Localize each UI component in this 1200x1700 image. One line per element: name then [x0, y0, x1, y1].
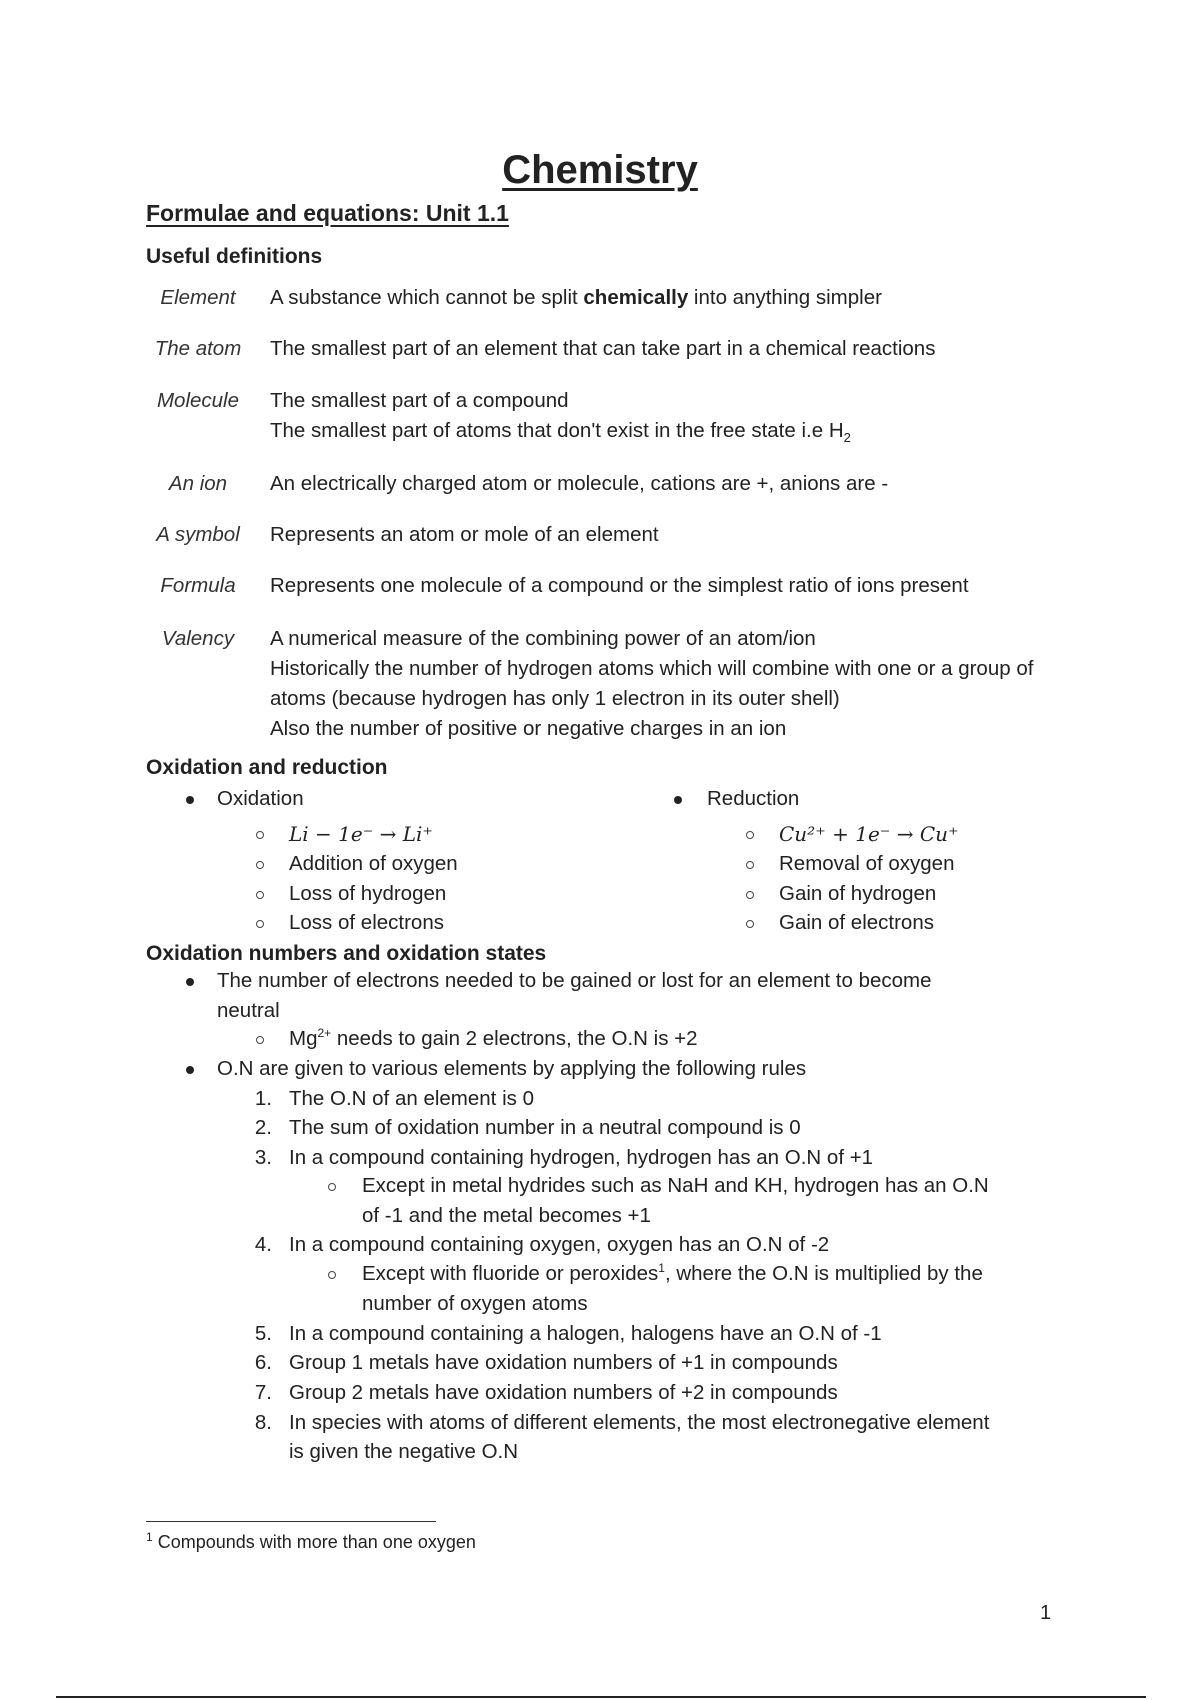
rule-number: 1.	[254, 1087, 272, 1110]
definition-term: An ion	[168, 472, 228, 495]
definition-term: Valency	[161, 627, 235, 650]
oxidation-item: Loss of electrons	[289, 911, 444, 934]
circle-bullet-icon	[256, 831, 264, 839]
rule-text: Group 1 metals have oxidation numbers of +1 in compounds	[289, 1351, 838, 1374]
reduction-label: Reduction	[707, 787, 800, 810]
oxidation-numbers-heading: Oxidation numbers and oxidation states	[146, 942, 547, 965]
reduction-item: Removal of oxygen	[779, 852, 955, 875]
circle-bullet-icon	[256, 861, 264, 869]
rule-sub-text: of -1 and the metal becomes +1	[362, 1204, 651, 1227]
definition-text: The smallest part of a compound The smallest part of atoms that don't exist in the free state i.e $H_2$	[270, 389, 851, 446]
oxidation-label: Oxidation	[217, 787, 304, 810]
bullet-icon	[186, 796, 194, 804]
reduction-equation: Cu²⁺ + 1e⁻ → Cu⁺	[779, 822, 959, 846]
rule-sub-text: number of oxygen atoms	[362, 1292, 588, 1315]
rule-number: 4.	[254, 1233, 272, 1256]
oxidation-equation: Li − 1e⁻ → Li⁺	[289, 822, 433, 846]
on-bullet-text: neutral	[217, 999, 280, 1022]
footnote: $^1$ Compounds with more than one oxygen	[146, 1530, 476, 1552]
definition-text: Represents one molecule of a compound or the simplest ratio of ions present	[270, 574, 969, 597]
rule-text: is given the negative O.N	[289, 1440, 519, 1463]
rule-text: In species with atoms of different elements, the most electronegative element	[289, 1411, 990, 1434]
rule-number: 6.	[254, 1351, 272, 1374]
definitions-heading: Useful definitions	[146, 245, 323, 268]
rule-text: The sum of oxidation number in a neutral compound is 0	[289, 1116, 801, 1139]
rule-number: 3.	[254, 1146, 272, 1169]
rule-number: 8.	[254, 1411, 272, 1434]
reduction-item: Gain of hydrogen	[779, 882, 937, 905]
reduction-item: Gain of electrons	[779, 911, 934, 934]
oxidation-item: Addition of oxygen	[289, 852, 458, 875]
page-title: Chemistry	[502, 148, 698, 192]
circle-bullet-icon	[256, 920, 264, 928]
rule-text: In a compound containing a halogen, halogens have an O.N of -1	[289, 1322, 882, 1345]
rule-text: In a compound containing oxygen, oxygen has an O.N of -2	[289, 1233, 830, 1256]
circle-bullet-icon	[256, 1036, 264, 1044]
rule-number: 2.	[254, 1116, 272, 1139]
circle-bullet-icon	[256, 891, 264, 899]
on-bullet-text: The number of electrons needed to be gained or lost for an element to become	[217, 969, 932, 992]
definition-term: Element	[160, 286, 236, 309]
definition-text: Represents an atom or mole of an element	[270, 523, 659, 546]
bullet-icon	[674, 796, 682, 804]
definition-term: Molecule	[156, 389, 240, 412]
footnote-divider	[146, 1521, 436, 1522]
rule-number: 7.	[254, 1381, 272, 1404]
circle-bullet-icon	[328, 1271, 336, 1279]
bullet-icon	[186, 1066, 194, 1074]
redox-heading: Oxidation and reduction	[146, 756, 388, 779]
unit-heading: Formulae and equations: Unit 1.1	[146, 200, 509, 226]
page-bottom-divider	[56, 1696, 1146, 1698]
definition-term: A symbol	[156, 523, 240, 546]
definition-text: An electrically charged atom or molecule, cations are +, anions are -	[270, 472, 889, 495]
definition-text: The smallest part of an element that can take part in a chemical reactions	[270, 337, 936, 360]
rule-number: 5.	[254, 1322, 272, 1345]
oxidation-item: Loss of hydrogen	[289, 882, 447, 905]
rule-text: Group 2 metals have oxidation numbers of +2 in compounds	[289, 1381, 838, 1404]
definition-text: A substance which cannot be split chemically into anything simpler	[270, 286, 882, 309]
bullet-icon	[186, 978, 194, 986]
definition-term: The atom	[154, 337, 242, 360]
rule-sub-text: Except with fluoride or peroxides$^1$, where the O.N is multiplied by the	[362, 1261, 983, 1285]
circle-bullet-icon	[746, 861, 754, 869]
circle-bullet-icon	[746, 831, 754, 839]
definition-text: A numerical measure of the combining power of an atom/ion Historically the number of hydrogen atoms which will combine with one or a group of atoms (because hydrogen has only 1 electron in its outer shell) Also the number of positive or negative charges in an ion	[270, 627, 1034, 740]
on-bullet-text: O.N are given to various elements by applying the following rules	[217, 1057, 807, 1080]
on-sub-item: $Mg^{2+}$ needs to gain 2 electrons, the O.N is +2	[289, 1026, 698, 1050]
circle-bullet-icon	[328, 1183, 336, 1191]
rule-sub-text: Except in metal hydrides such as NaH and KH, hydrogen has an O.N	[362, 1174, 989, 1197]
page-number: 1	[1040, 1602, 1052, 1624]
rule-text: The O.N of an element is 0	[289, 1087, 534, 1110]
rule-text: In a compound containing hydrogen, hydrogen has an O.N of +1	[289, 1146, 874, 1169]
circle-bullet-icon	[746, 920, 754, 928]
circle-bullet-icon	[746, 891, 754, 899]
definition-term: Formula	[160, 574, 236, 597]
